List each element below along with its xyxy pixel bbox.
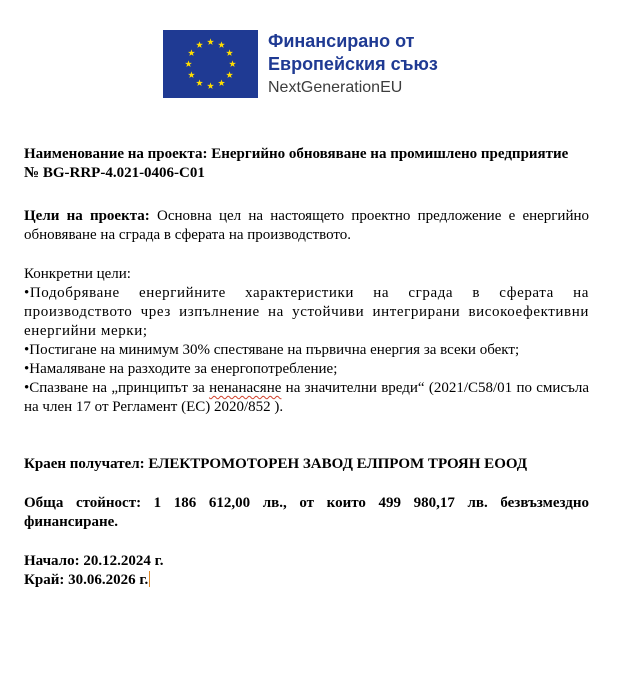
goals-label: Цели на проекта:	[24, 208, 150, 224]
specific-goal-3: •Намаляване на разходите за енергопотребление;	[24, 361, 338, 377]
document-body	[24, 145, 589, 590]
logo-text	[268, 30, 528, 100]
specific-goal-2: •Постигане на минимум 30% спестяване на първична енергия за всеки обект;	[24, 342, 520, 358]
specific-goal-1-text: •Подобряване енергийните характеристики на сграда в сферата на производството чрез изпълнение на устойчиви интегрирани високоефективни енергийни мерки;	[24, 285, 589, 339]
specific-goal-4-b: на значителни вреди“ (2021/C58/01 по смисъла на член 17 от Регламент (ЕС) 2020/852 ).	[24, 380, 589, 415]
project-name	[24, 145, 589, 164]
end-date-text: Край: 30.06.2026 г.	[24, 572, 149, 588]
specific-goal-4-a: •Спазване на „принципът за	[24, 380, 210, 396]
project-name-value: Енергийно обновяване на промишлено предприятие	[211, 146, 569, 162]
goals-text: Основна цел на настоящето проектно предложение е енергийно обновяване на сграда в сферата на производството.	[24, 208, 590, 243]
end-date	[24, 571, 589, 590]
spellcheck-word: ненанасяне	[209, 380, 282, 396]
logo-line-2: Европейския съюз	[268, 54, 438, 74]
specific-goal-1	[24, 284, 589, 341]
logo-line-3: NextGenerationEU	[268, 79, 403, 96]
text-cursor[interactable]	[149, 571, 150, 587]
specific-goals-header: Конкретни цели:	[24, 266, 131, 282]
logo-line-1: Финансирано от	[268, 31, 415, 51]
final-recipient	[24, 455, 589, 474]
eu-flag-stars	[163, 30, 258, 98]
project-goals	[24, 207, 589, 245]
start-date: Начало: 20.12.2024 г.	[24, 553, 164, 569]
project-name-label: Наименование на проекта:	[24, 146, 208, 162]
project-number: № BG-RRP-4.021-0406-C01	[24, 165, 205, 181]
specific-goal-4	[24, 379, 589, 417]
recipient-label: Краен получател:	[24, 456, 145, 472]
recipient-value: ЕЛЕКТРОМОТОРЕН ЗАВОД ЕЛПРОМ ТРОЯН ЕООД	[148, 456, 528, 472]
total-cost: Обща стойност: 1 186 612,00 лв., от които 499 980,17 лв. безвъзмездно финансиране.	[24, 495, 589, 530]
eu-flag-icon	[163, 30, 258, 98]
